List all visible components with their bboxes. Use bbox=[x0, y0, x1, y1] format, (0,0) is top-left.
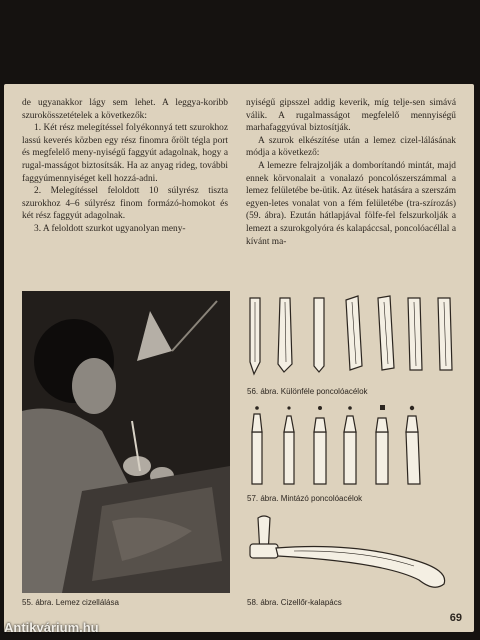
figure-57-caption: 57. ábra. Mintázó poncolóacélok bbox=[247, 494, 363, 503]
figure-55-photo bbox=[22, 291, 230, 593]
paragraph: nyiségű gipsszel addig keverik, míg telje-sen simává válik. A rugalmasságot megfelelő mennyiségű marhafaggyúval biztosítják. bbox=[246, 98, 456, 134]
figure-57-pattern-punches bbox=[244, 404, 460, 488]
hammer-handle-icon bbox=[276, 547, 445, 588]
punch-icon bbox=[314, 298, 324, 372]
text-column-left bbox=[22, 97, 228, 236]
figure-56-punches bbox=[244, 292, 460, 378]
figure-58-hammer bbox=[244, 514, 460, 594]
paragraph: A lemezre felrajzolják a domborítandó mintát, majd ennek körvonalait a vonalazó poncolószerszámmal a lemez felületébe be-ütik. Az ütések hatására a szerszám egyen-letes vonalat von a fém felületébe (tra-szírozás) (59. ábra). Ezután hátlapjával fölfe-fel felszurkolják a lemezt a szurokgolyóra és kalapáccsal, poncolóacéllal a kívánt ma- bbox=[246, 160, 456, 247]
paragraph: de ugyanakkor lágy sem lehet. A leggya-koribb szurokösszetételek a következők: bbox=[22, 98, 228, 121]
paragraph: 1. Két rész melegítéssel folyékonnyá tett szurokhoz lassú keverés közben egy rész finomra őrölt tégla port és megfelelő meny-nyiségű faggyút adagolnak, hogy a rugal-masságot biztosítsák. Ha az anyag rideg, további faggyúmennyiséget kell hozzá-adni. bbox=[22, 123, 228, 184]
paragraph: 2. Melegítéssel feloldott 10 súlyrész tiszta szurokhoz 4–6 súlyrész finom formázó-homokot és két rész faggyút adagolnak. bbox=[22, 186, 228, 222]
figure-55-caption: 55. ábra. Lemez cizellálása bbox=[22, 598, 119, 607]
paragraph: 3. A feloldott szurkot ugyanolyan meny- bbox=[34, 223, 186, 234]
watermark: Antikvárium.hu bbox=[4, 620, 99, 635]
figure-56-caption: 56. ábra. Különféle poncolóacélok bbox=[247, 387, 368, 396]
text-column-right bbox=[246, 97, 456, 248]
figure-58-caption: 58. ábra. Cizellőr-kalapács bbox=[247, 598, 342, 607]
photo-illustration bbox=[22, 291, 230, 593]
paragraph: A szurok elkészítése után a lemez cizel-lálásának módja a következő: bbox=[246, 135, 456, 159]
page-number: 69 bbox=[449, 612, 462, 624]
